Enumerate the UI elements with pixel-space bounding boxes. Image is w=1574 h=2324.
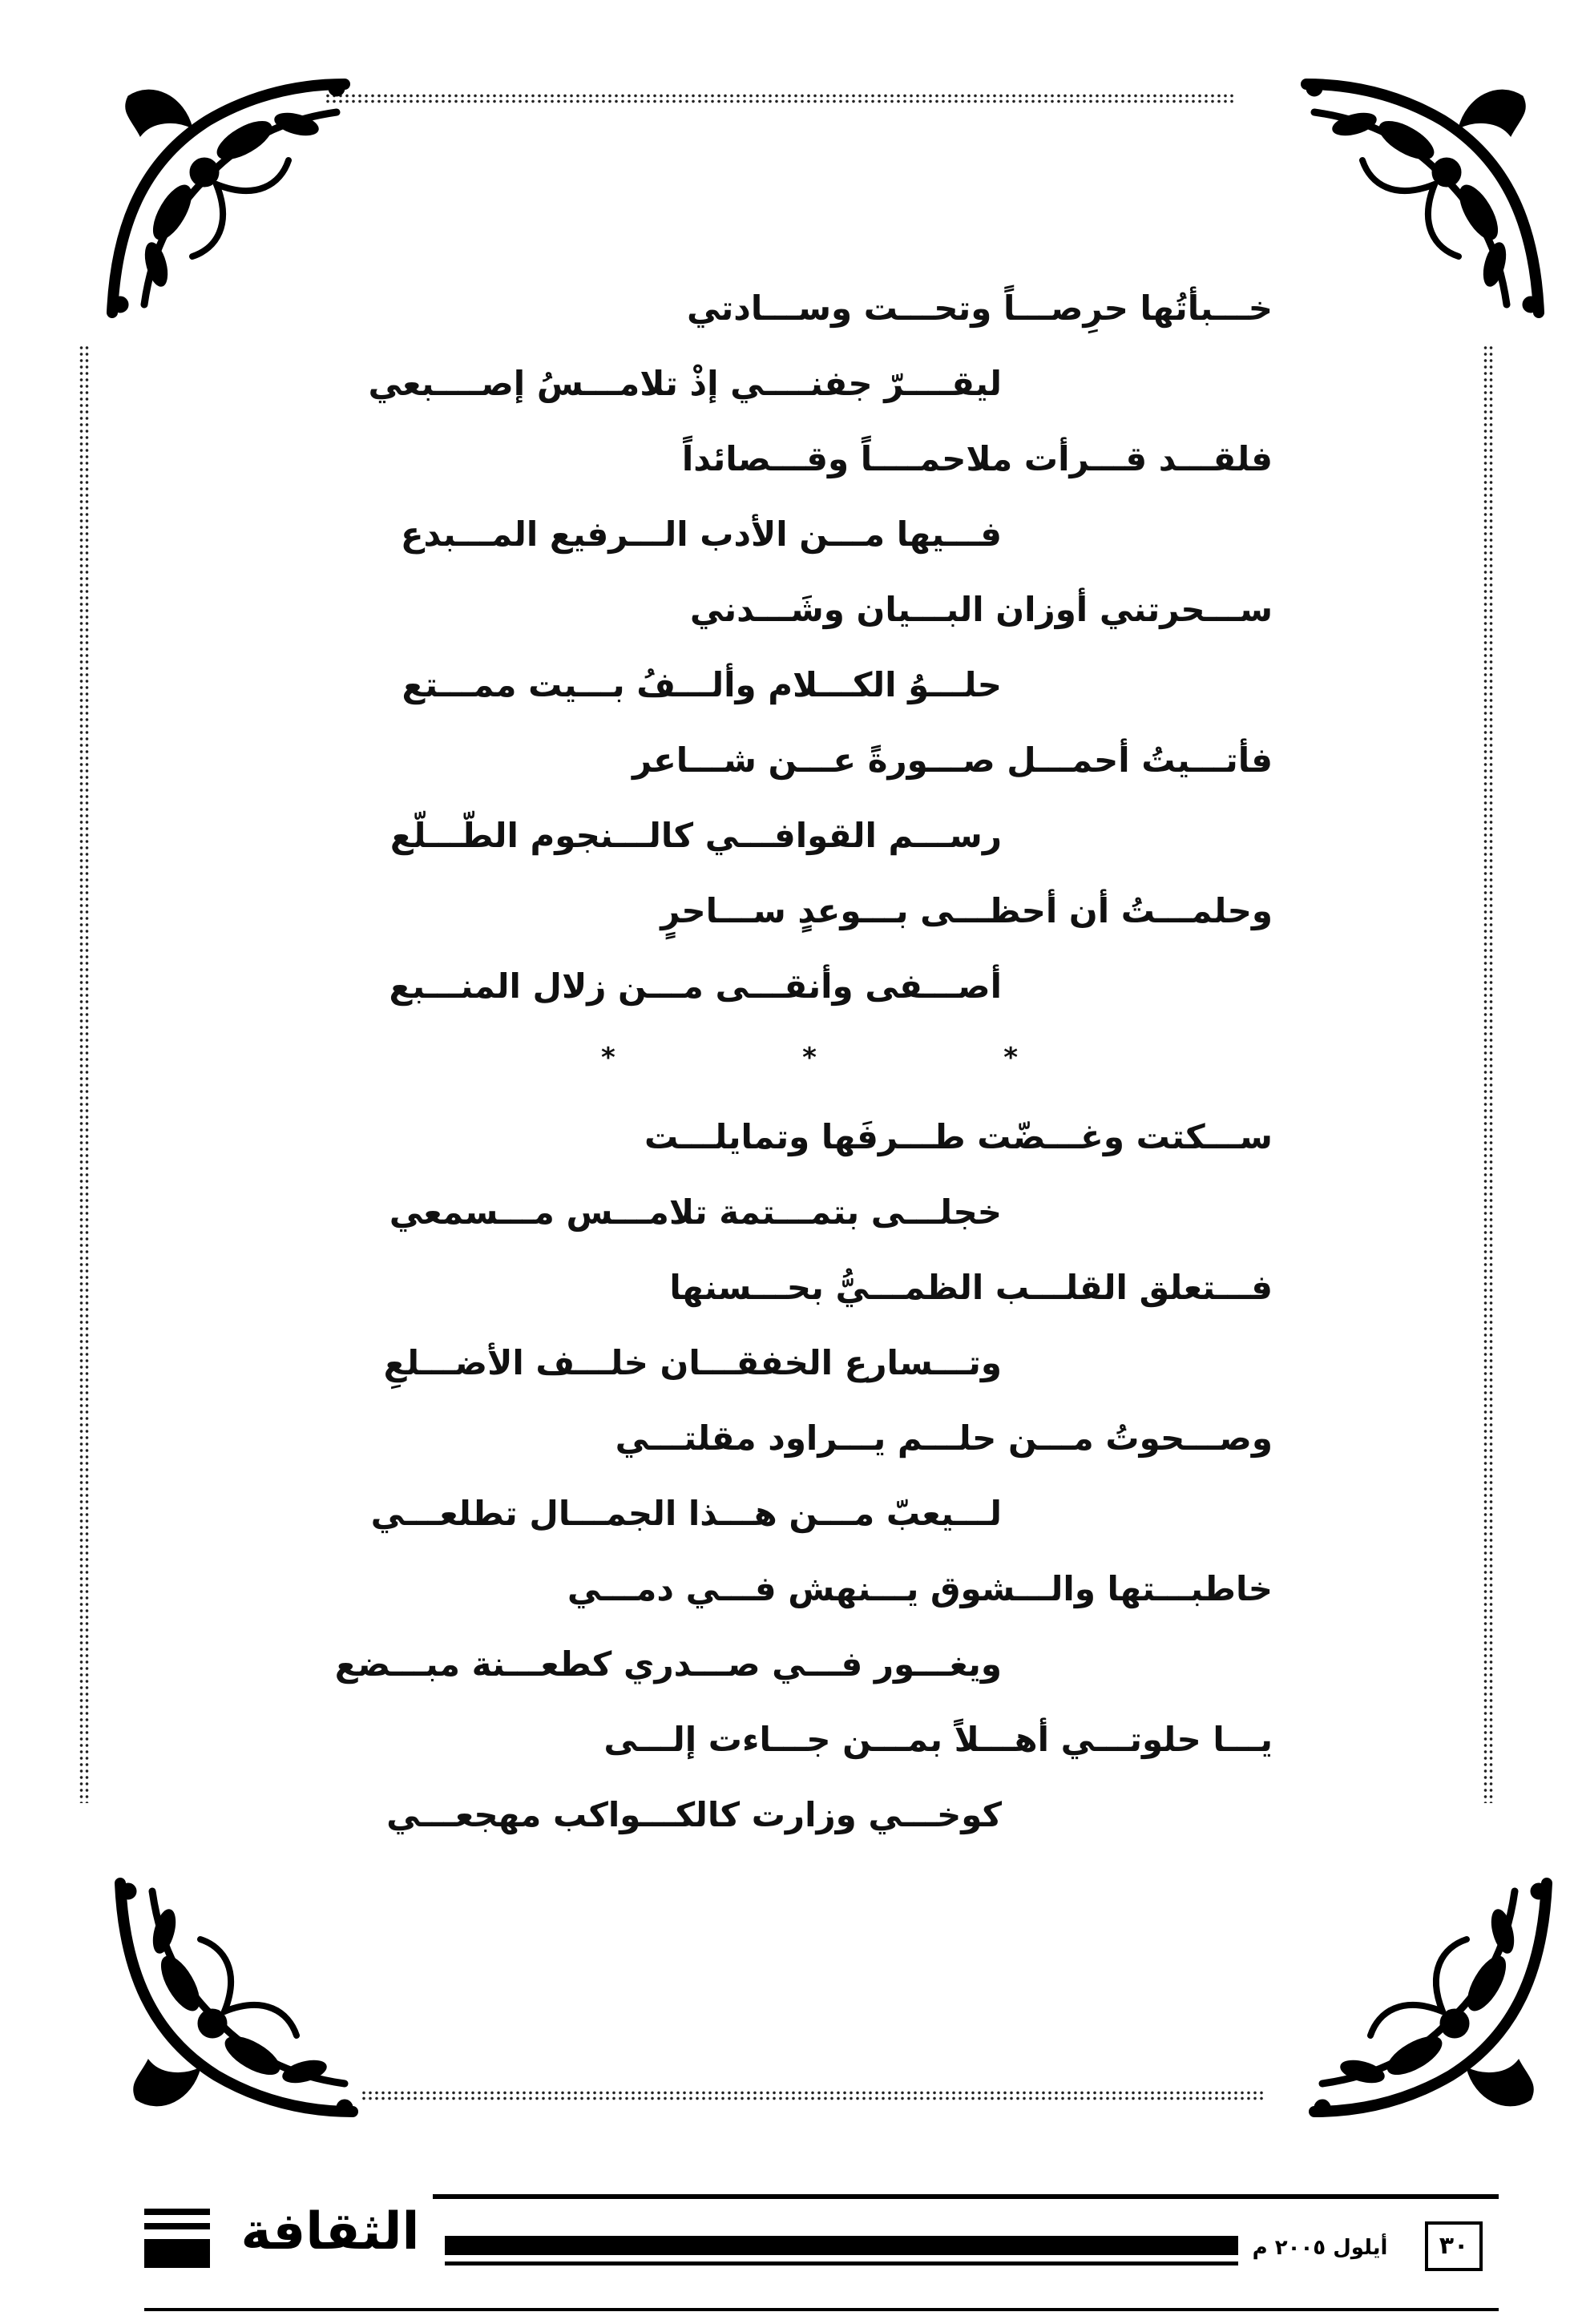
poem-verse: خجلـــى بتمـــتمة تلامـــس مـــسمعي xyxy=(389,1192,1002,1232)
footer-rule-bottom xyxy=(144,2308,1499,2311)
poem-verse: لـــيعبّ مـــن هـــذا الجمـــال تطلعـــي xyxy=(370,1494,1002,1533)
poem-verse: فـــتعلق القلـــب الظمـــيُّ بحـــسنها xyxy=(669,1268,1273,1307)
magazine-title: الثقافة xyxy=(240,2202,420,2261)
poem-verse: وحلمـــتُ أن أحظـــى بـــوعدٍ ســـاحرٍ xyxy=(660,891,1273,930)
floral-corner-icon xyxy=(1298,1867,1563,2132)
issue-date: أيلول ٢٠٠٥ م xyxy=(1252,2236,1388,2260)
poem-verse: يـــا حلوتـــي أهـــلاً بمـــن جـــاءت إلـــى xyxy=(603,1720,1273,1759)
footer-thick-bar xyxy=(445,2236,1238,2255)
separator-star: * xyxy=(601,1042,615,1074)
footer-thin-bar xyxy=(445,2261,1238,2265)
poem-verse: ســـكتت وغـــضّت طـــرفَها وتمايلـــت xyxy=(644,1117,1273,1156)
page-number: ٣٠ xyxy=(1425,2221,1483,2271)
poem-verse: ســـحرتني أوزان البـــيان وشَـــدني xyxy=(689,590,1273,629)
separator-star: * xyxy=(802,1042,817,1074)
poem-verse: خـــبأتُها حرِصـــاً وتحـــت وســـادتي xyxy=(687,288,1273,328)
poem-verse: فأتـــيتُ أحمـــل صـــورةً عـــن شـــاعر xyxy=(632,740,1273,780)
footer-rule-top xyxy=(433,2194,1499,2199)
poem-verse: خاطبـــتها والـــشوق يـــنهش فـــي دمـــي xyxy=(567,1569,1273,1608)
poem-verse: أصـــفى وأنقـــى مـــن زلال المنـــبع xyxy=(389,966,1002,1006)
footer-left-bar xyxy=(144,2239,210,2268)
poem-verse: وصـــحوتُ مـــن حلـــم يـــراود مقلتـــي xyxy=(615,1418,1273,1458)
poem-verse: ويغـــور فـــي صـــدري كطعـــنة مبـــضع xyxy=(334,1644,1002,1684)
dotted-border-left xyxy=(79,345,90,1803)
separator-star: * xyxy=(1003,1042,1018,1074)
poem-verse: كوخـــي وزارت كالكـــواكب مهجعـــي xyxy=(386,1795,1002,1834)
poem-verse: رســـم القوافـــي كالـــنجوم الطّـــلّع xyxy=(389,816,1002,855)
poem-body xyxy=(240,288,1314,1923)
footer-left-bar xyxy=(144,2223,210,2229)
poem-verse: ليقــــرّ جفنــــي إذْ تلامـــسُ إصــــبعي xyxy=(368,364,1002,403)
poem-verse: حلـــوُ الكـــلام وألـــفُ بـــيت ممـــتع xyxy=(402,665,1002,704)
dotted-border-bottom xyxy=(361,2090,1266,2101)
poem-verse: وتـــسارع الخفقـــان خلـــف الأضـــلعِ xyxy=(383,1343,1002,1382)
dotted-border-top xyxy=(325,93,1234,104)
stanza-separator xyxy=(601,1042,1018,1074)
floral-corner-icon xyxy=(1290,64,1555,329)
footer-left-bar xyxy=(144,2209,210,2215)
poem-verse: فلقـــد قـــرأت ملاحمــــاً وقـــصائداً xyxy=(681,439,1273,478)
poem-verse: فـــيها مـــن الأدب الـــرفيع المـــبدع xyxy=(400,514,1002,554)
dotted-border-right xyxy=(1483,345,1494,1803)
